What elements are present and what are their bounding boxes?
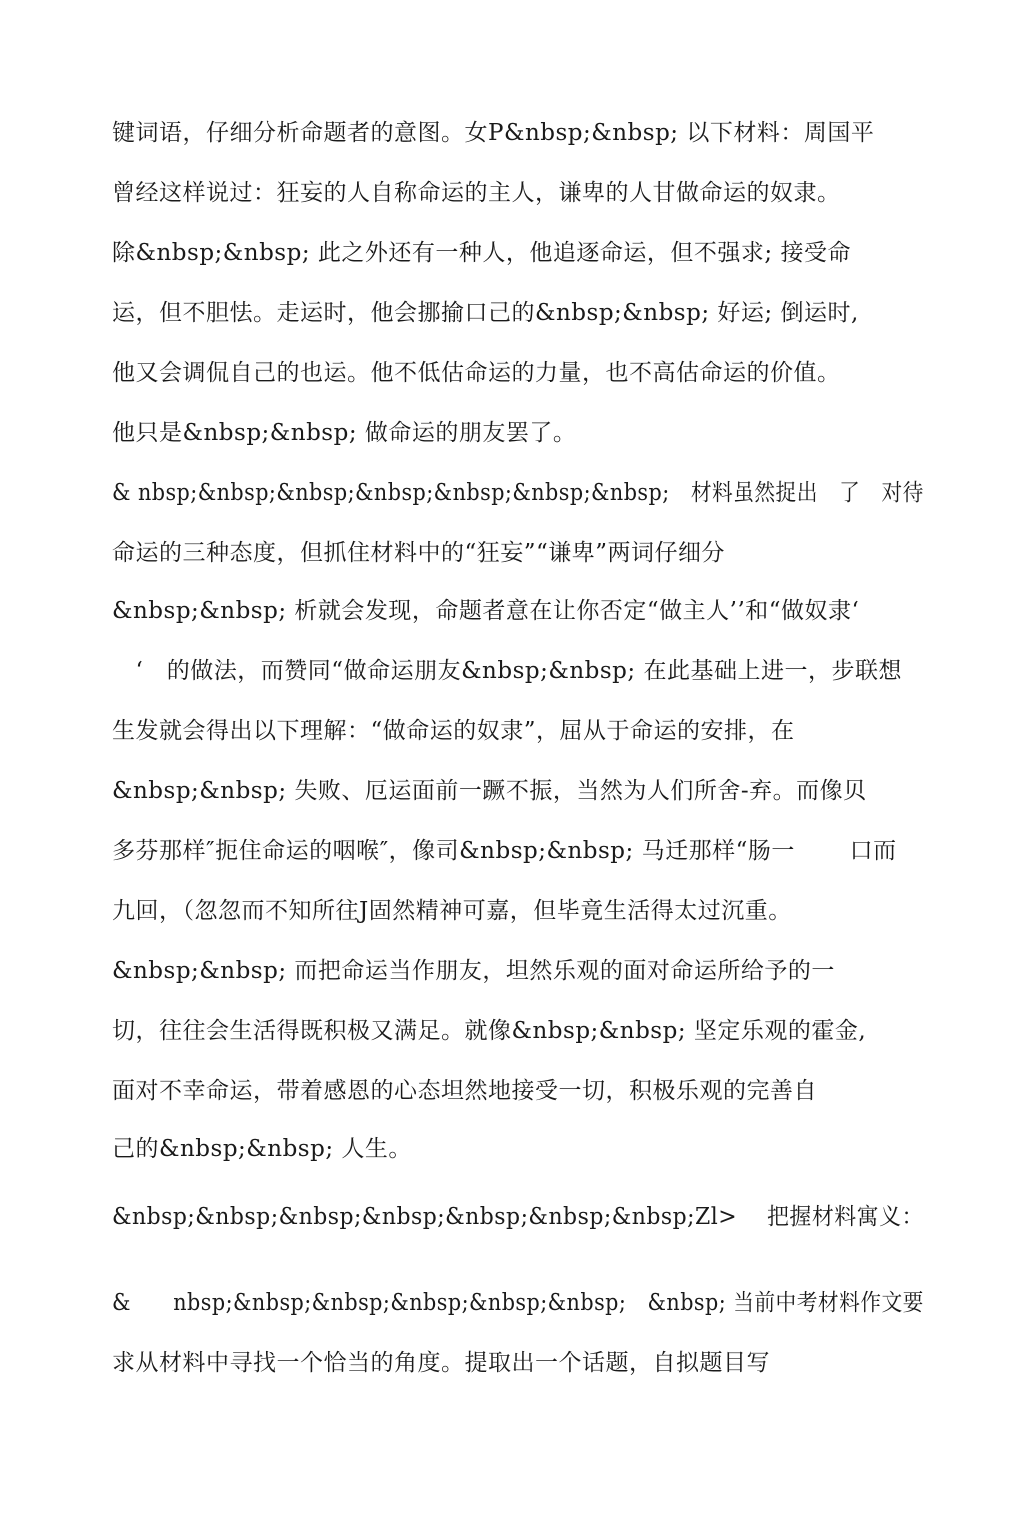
text-line: 生发就会得出以下理解：“做命运的奴隶”，屈从于命运的安排，在 bbox=[112, 718, 795, 744]
text-line: 面对不幸命运，带着感恩的心态坦然地接受一切，积极乐观的完善自 bbox=[112, 1078, 817, 1104]
text-line: 求从材料中寻找一个恰当的角度。提取出一个话题，自拟题目写 bbox=[112, 1350, 770, 1376]
text-line: 运，但不胆怯。走运时，他会挪揄口己的&nbsp;&nbsp; 好运; 倒运时, bbox=[112, 300, 859, 326]
text-line: 多芬那样″扼住命运的咽喉″，像司&nbsp;&nbsp; 马迁那样“肠一 口而 bbox=[112, 838, 897, 864]
text-line: 九回，（忽忽而不知所往J固然精神可嘉，但毕竟生活得太过沉重。 bbox=[112, 898, 792, 924]
text-line: 键词语，仔细分析命题者的意图。女P&nbsp;&nbsp; 以下材料：周国平 bbox=[112, 120, 875, 146]
text-line: & nbsp;&nbsp;&nbsp;&nbsp;&nbsp;&nbsp; &nbsp; 当前中考材料作文要 bbox=[112, 1290, 924, 1316]
text-line: &nbsp;&nbsp;&nbsp;&nbsp;&nbsp;&nbsp;&nbsp;Zl> 把握材料寓义： bbox=[112, 1204, 924, 1230]
text-line: ‘ 的做法，而赞同“做命运朋友&nbsp;&nbsp; 在此基础上进一，步联想 bbox=[112, 658, 902, 684]
text-line: 他又会调侃自己的也运。他不低估命运的力量，也不高估命运的价值。 bbox=[112, 360, 841, 386]
text-line: & nbsp;&nbsp;&nbsp;&nbsp;&nbsp;&nbsp;&nbsp; 材料虽然捉出 了 对待 bbox=[112, 480, 924, 506]
text-line: &nbsp;&nbsp; 析就会发现，命题者意在让你否定“做主人’’和“做奴隶‘ bbox=[112, 598, 860, 624]
text-line: 己的&nbsp;&nbsp; 人生。 bbox=[112, 1136, 412, 1162]
text-line: 命运的三种态度，但抓住材料中的“狂妄”“谦卑”两词仔细分 bbox=[112, 540, 726, 566]
text-line: 除&nbsp;&nbsp; 此之外还有一种人，他追逐命运，但不强求; 接受命 bbox=[112, 240, 851, 266]
text-line: 切，往往会生活得既积极又满足。就像&nbsp;&nbsp; 坚定乐观的霍金, bbox=[112, 1018, 867, 1044]
text-line: 他只是&nbsp;&nbsp; 做命运的朋友罢了。 bbox=[112, 420, 577, 446]
text-line: &nbsp;&nbsp; 失败、厄运面前一蹶不振，当然为人们所舍-弃。而像贝 bbox=[112, 778, 867, 804]
text-line: &nbsp;&nbsp; 而把命运当作朋友，坦然乐观的面对命运所给予的一 bbox=[112, 958, 835, 984]
text-line: 曾经这样说过：狂妄的人自称命运的主人，谦卑的人甘做命运的奴隶。 bbox=[112, 180, 841, 206]
